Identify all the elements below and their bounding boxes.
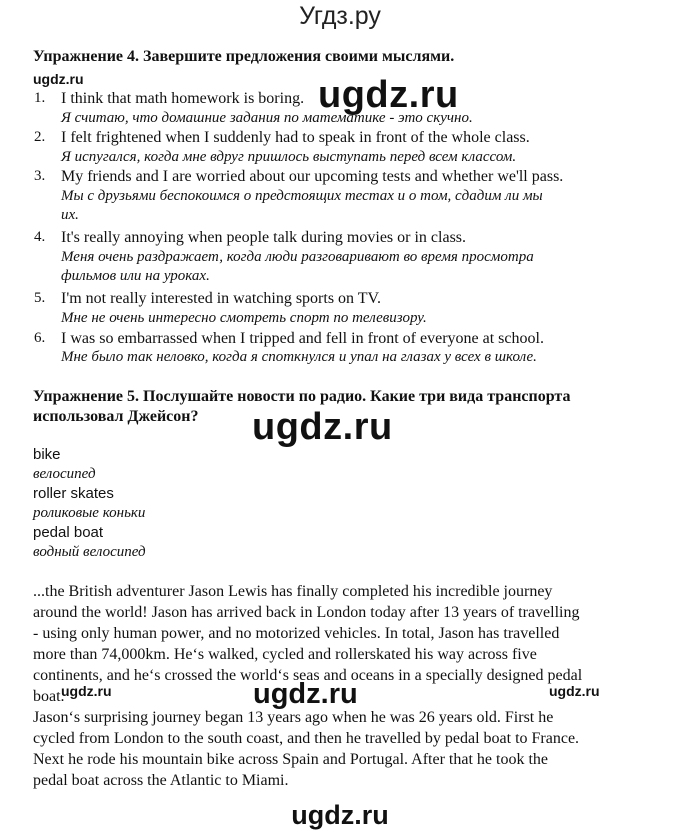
item-5-english: I'm not really interested in watching sports on TV. — [61, 290, 382, 307]
watermark-small: ugdz.ru — [33, 71, 84, 87]
item-2-english: I felt frightened when I suddenly had to speak in front of the whole class. — [61, 129, 530, 146]
paragraph-1-line-6: boat. — [33, 688, 65, 705]
exercise-4-heading: Упражнение 4. Завершите предложения своими мыслями. — [33, 48, 455, 65]
watermark-footer: ugdz.ru — [291, 800, 389, 830]
item-3-number: 3. — [34, 168, 46, 184]
transport-1-russian: велосипед — [33, 466, 96, 482]
transport-2-russian: роликовые коньки — [33, 505, 146, 521]
exercise-5-heading-line-1: Упражнение 5. Послушайте новости по радио. Какие три вида транспорта — [33, 388, 571, 405]
paragraph-2-line-2: cycled from London to the south coast, and then he travelled by pedal boat to France. — [33, 730, 580, 747]
watermark-small: ugdz.ru — [549, 683, 600, 699]
item-3-english: My friends and I are worried about our upcoming tests and whether we'll pass. — [61, 168, 564, 185]
transport-3-russian: водный велосипед — [33, 544, 146, 560]
exercise-5-heading-line-2: использовал Джейсон? — [33, 408, 199, 425]
item-5-number: 5. — [34, 290, 46, 306]
item-6-english: I was so embarrassed when I tripped and fell in front of everyone at school. — [61, 330, 544, 347]
item-4-number: 4. — [34, 229, 46, 245]
paragraph-1-line-1: ...the British adventurer Jason Lewis has finally completed his incredible journey — [33, 583, 553, 600]
item-3-russian-line-1: Мы с друзьями беспокоимся о предстоящих тестах и о том, сдадим ли мы — [61, 188, 543, 204]
item-4-russian-line-2: фильмов или на уроках. — [61, 268, 210, 284]
item-1-russian: Я считаю, что домашние задания по математике - это скучно. — [61, 110, 473, 126]
paragraph-2-line-4: pedal boat across the Atlantic to Miami. — [33, 772, 289, 789]
paragraph-1-line-5: continents, and he‘s crossed the world‘s seas and oceans in a specially designed pedal — [33, 667, 583, 684]
item-4-english: It's really annoying when people talk during movies or in class. — [61, 229, 467, 246]
paragraph-1-line-2: around the world! Jason has arrived back in London today after 13 years of travelling — [33, 604, 580, 621]
item-1-english: I think that math homework is boring. — [61, 90, 305, 107]
paragraph-2-line-3: Next he rode his mountain bike across Spain and Portugal. After that he took the — [33, 751, 548, 768]
item-1-number: 1. — [34, 90, 46, 106]
paragraph-1-line-3: - using only human power, and no motorized vehicles. In total, Jason has travelled — [33, 625, 560, 642]
item-6-number: 6. — [34, 330, 46, 346]
watermark-small: ugdz.ru — [61, 683, 112, 699]
transport-3-english: pedal boat — [33, 524, 104, 541]
watermark-big: ugdz.ru — [318, 74, 459, 116]
watermark-big: ugdz.ru — [252, 406, 393, 448]
site-title: Угдз.ру — [299, 2, 381, 30]
transport-1-english: bike — [33, 446, 61, 463]
item-5-russian: Мне не очень интересно смотреть спорт по телевизору. — [61, 310, 427, 326]
transport-2-english: roller skates — [33, 485, 114, 502]
item-3-russian-line-2: их. — [61, 207, 79, 223]
watermark-big: ugdz.ru — [253, 678, 358, 710]
paragraph-1-line-4: more than 74,000km. He‘s walked, cycled and rollerskated his way across five — [33, 646, 537, 663]
paragraph-2-line-1: Jason‘s surprising journey began 13 years ago when he was 26 years old. First he — [33, 709, 554, 726]
item-2-number: 2. — [34, 129, 46, 145]
item-6-russian: Мне было так неловко, когда я споткнулся и упал на глазах у всех в школе. — [61, 349, 537, 365]
item-2-russian: Я испугался, когда мне вдруг пришлось выступать перед всем классом. — [61, 149, 517, 165]
item-4-russian-line-1: Меня очень раздражает, когда люди разговаривают во время просмотра — [61, 249, 534, 265]
